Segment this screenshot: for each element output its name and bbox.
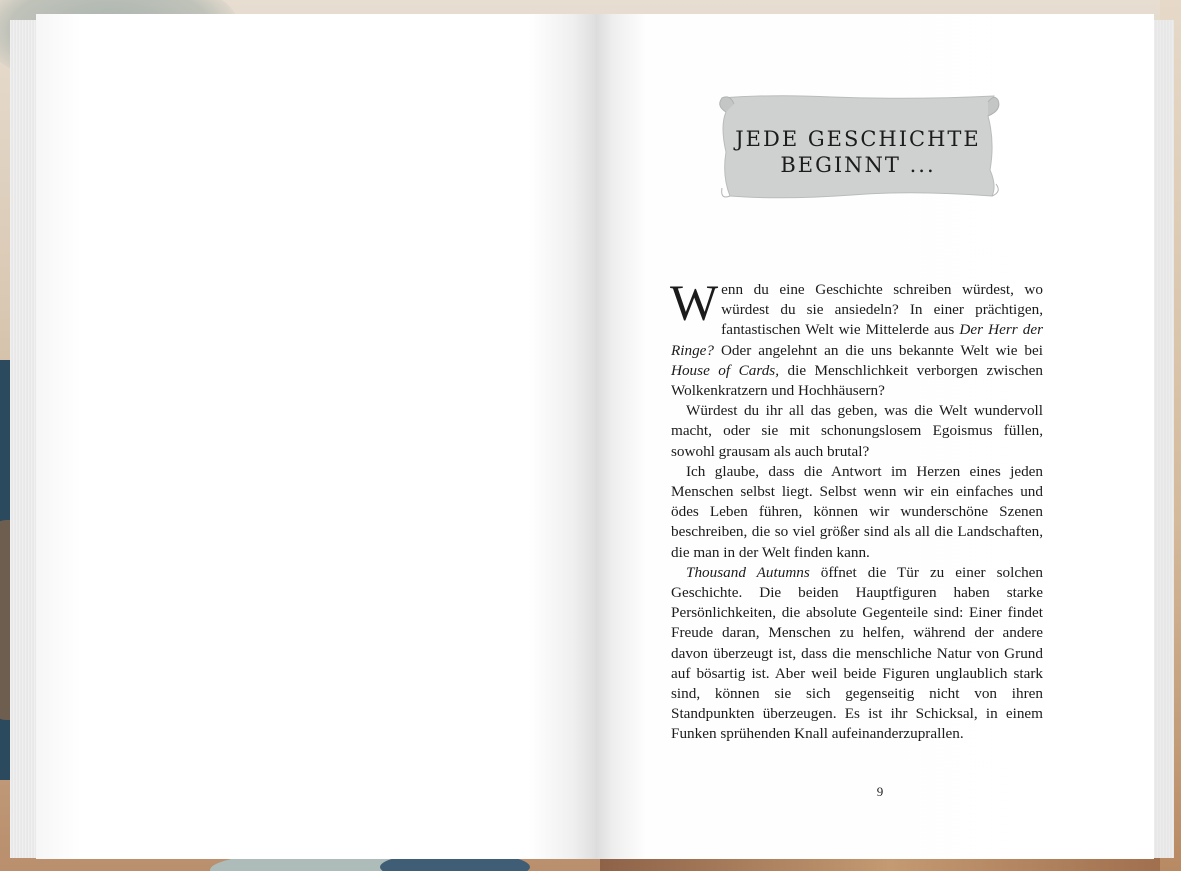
text-run: enn du eine Geschichte schreiben würdest, wo würdest du sie ansiedeln? In einer prächtigen, fantastischen Welt wie Mittelerde aus (721, 281, 1043, 339)
text-run: Ich glaube, dass die Antwort im Herzen eines jeden Menschen selbst liegt. Selbst wenn wir ein einfaches und ödes Leben führen, können wir wunderschöne Szenen beschreiben, die so viel größer sind als all die Landschaften, die man in der Welt finden kann. (671, 462, 1043, 561)
paragraph (671, 401, 1043, 462)
chapter-banner (712, 92, 1004, 204)
page-edges-right (1152, 20, 1174, 858)
chapter-body-text (670, 276, 1043, 745)
page-number: 9 (876, 784, 884, 799)
paragraph (671, 462, 1043, 563)
text-run: öffnet die Tür zu einer solchen Geschichte. Die beiden Hauptfiguren haben starke Persönlichkeiten, die absolute Gegenteile sind: Einer findet Freude daran, Menschen zu helfen, während der andere davon überzeugt ist, dass die menschliche Natur von Grund auf bösartig ist. Aber weil beide Figuren unglaublich stark sind, können sie sich gegenseitig nicht von ihren Standpunkten überzeugen. Es ist ihr Schicksal, in einem Funken sprühenden Knall aufeinanderzuprallen. (671, 563, 1043, 743)
chapter-title-line2: BEGINNT ... (780, 153, 936, 177)
italic-title: Thousand Autumns (686, 563, 810, 581)
paragraph (670, 276, 1043, 401)
italic-title: House of Cards, (671, 361, 779, 379)
italic-title: Der Herr der Ringe? (671, 321, 1043, 359)
text-run: die Menschlichkeit verborgen zwischen Wolkenkratzern und Hochhäusern? (671, 361, 1043, 400)
open-book (10, 14, 1174, 859)
paragraph (671, 563, 1043, 745)
text-run: Oder angelehnt an die uns bekannte Welt wie bei (714, 341, 1043, 359)
drop-cap: W (670, 276, 719, 332)
chapter-title-line1: JEDE GESCHICHTE (735, 127, 981, 151)
chapter-title (712, 126, 1004, 178)
text-run: Würdest du ihr all das geben, was die Welt wundervoll macht, oder sie mit schonungslosem Egoismus füllen, sowohl grausam als auch brutal? (671, 402, 1043, 460)
right-page (596, 14, 1154, 859)
left-page-blank (36, 14, 596, 859)
